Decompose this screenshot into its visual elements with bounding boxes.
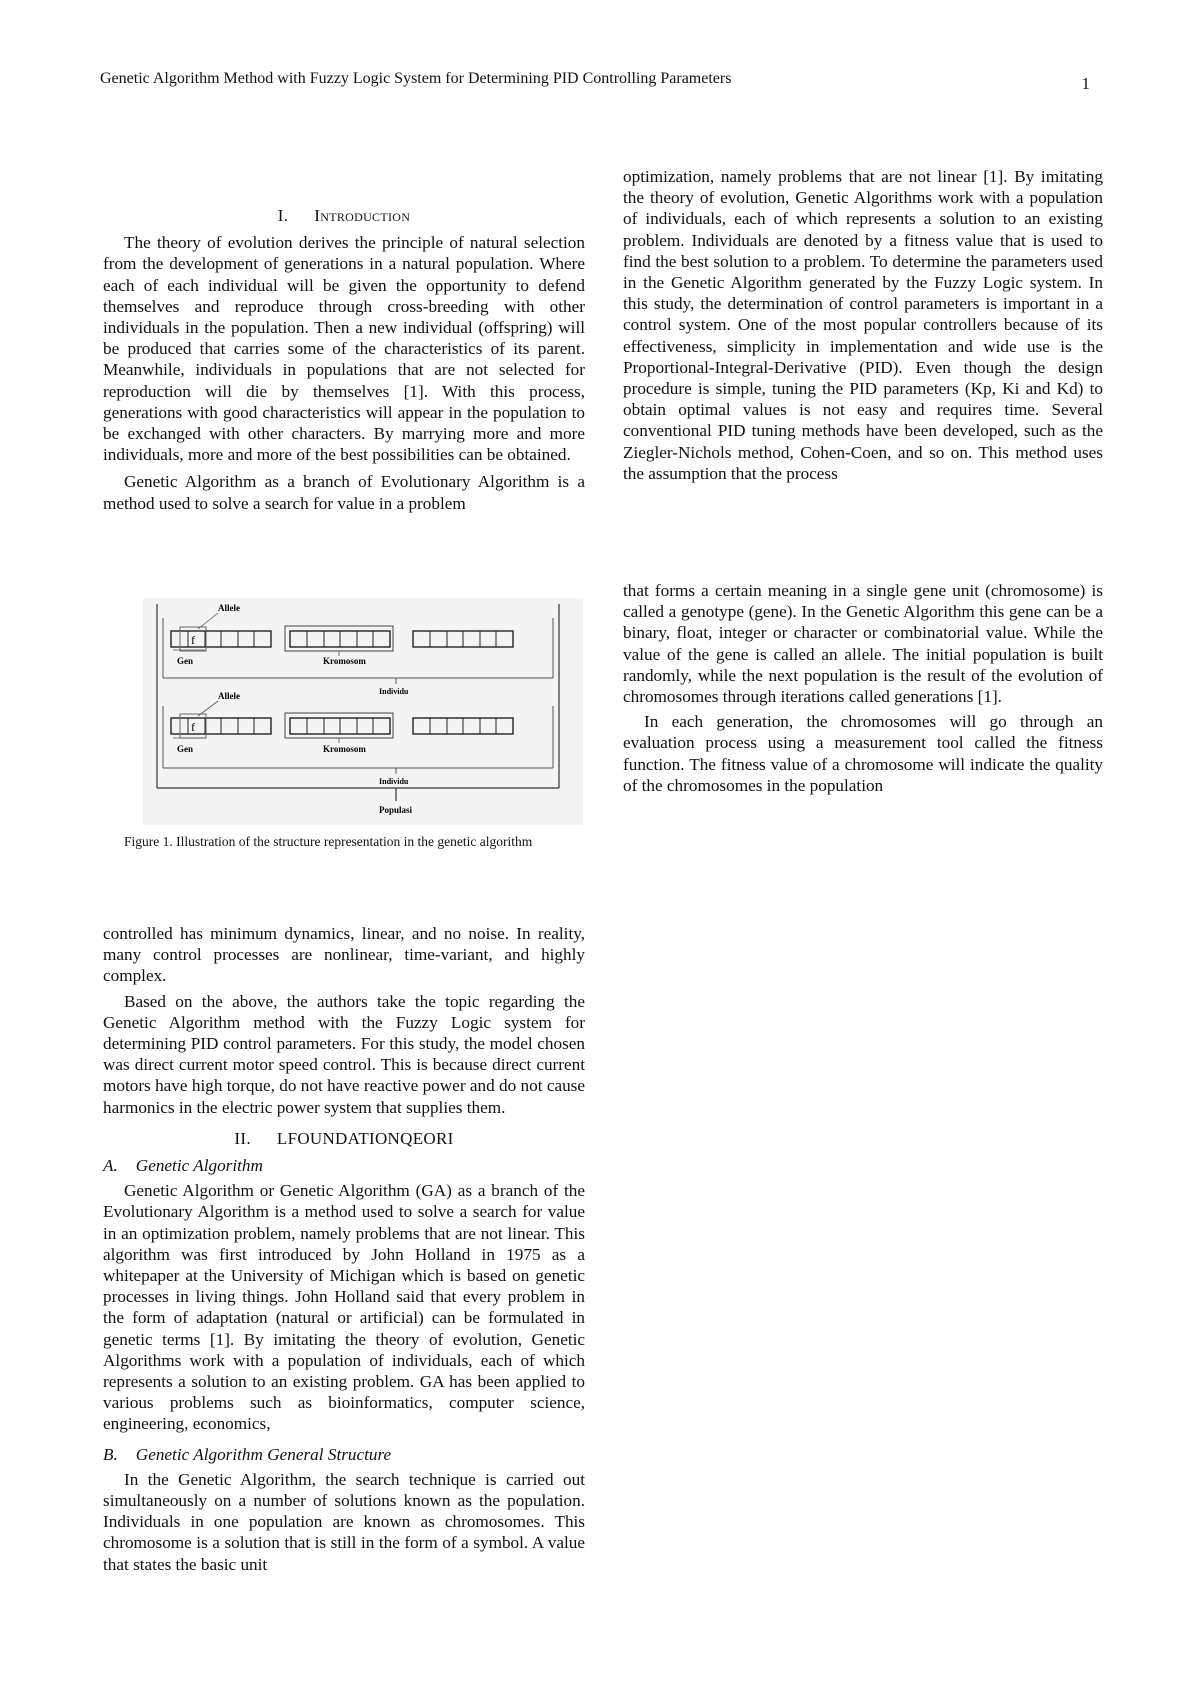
individual-2 xyxy=(163,691,553,786)
individual-1 xyxy=(163,603,553,696)
section-heading-foundation xyxy=(103,1128,585,1149)
section-title: Introduction xyxy=(314,206,411,225)
paragraph: that forms a certain meaning in a single gene unit (chromosome) is called a genotype (gene). In the Genetic Algorithm this gene can be a binary, float, integer or character or combinatorial value. While the value of the gene is called an allele. The initial population is built randomly, while the next population is the result of the evolution of chromosomes through iterations called generations [1]. xyxy=(623,581,1103,707)
chromosome-1 xyxy=(171,714,271,738)
paragraph: optimization, namely problems that are not linear [1]. By imitating the theory of evolution, Genetic Algorithms work with a population of individuals, each of which represents a solution to an existing problem. Individuals are denoted by a fitness value that is used to find the best solution to a problem. To determine the parameters used in the Genetic Algorithm generated by the Fuzzy Logic system. In this study, the determination of control parameters is important in a control system. One of the most popular controllers because of its effectiveness, simplicity in implementation and wide use is the Proportional-Integral-Derivative (PID). Even though the design procedure is simple, tuning the PID parameters (Kp, Ki and Kd) to obtain optimal values is not easy and requires time. Several conventional PID tuning methods have been developed, such as the Ziegler-Nichols method, Cohen-Coen, and so on. This method uses the assumption that the process xyxy=(623,167,1103,483)
subsection-title: Genetic Algorithm xyxy=(135,1156,263,1176)
label-individu: Individu xyxy=(379,687,409,696)
page-number: 1 xyxy=(1081,74,1090,93)
label-gen: Gen xyxy=(177,656,194,666)
chromosome-1 xyxy=(171,627,271,651)
left-column-top xyxy=(103,205,585,514)
allele-value: f xyxy=(191,633,195,647)
paragraph: Genetic Algorithm as a branch of Evolutionary Algorithm is a method used to solve a search for value in a problem xyxy=(103,472,585,513)
label-populasi: Populasi xyxy=(379,805,413,815)
chromosome-3 xyxy=(413,718,513,734)
right-column-bottom xyxy=(623,580,1103,796)
section-title: LFOUNDATIONQEORI xyxy=(276,1128,454,1148)
paragraph: In the Genetic Algorithm, the search technique is carried out simultaneously on a number of solutions known as the population. Individuals in one population are known as chromosomes. This chromosome is a solution that is still in the form of a symbol. A value that states the basic unit xyxy=(103,1469,585,1574)
label-individu: Individu xyxy=(379,777,409,786)
subsection-heading-general-structure xyxy=(103,1444,585,1465)
allele-value: f xyxy=(191,720,195,734)
header-title: Genetic Algorithm Method with Fuzzy Logic System for Determining PID Controlling Parameters xyxy=(100,70,732,87)
label-gen: Gen xyxy=(177,744,194,754)
paragraph: controlled has minimum dynamics, linear, and no noise. In reality, many control processes are nonlinear, time-variant, and highly complex. xyxy=(103,924,585,986)
figure-caption: Figure 1. Illustration of the structure representation in the genetic algorithm xyxy=(124,834,533,849)
section-number: II. xyxy=(234,1128,251,1148)
ga-structure-diagram xyxy=(143,598,583,825)
subsection-label: B. xyxy=(103,1444,118,1464)
subsection-heading-genetic-algorithm xyxy=(103,1155,585,1176)
figure-ga-structure xyxy=(143,598,583,825)
section-number: I. xyxy=(277,206,289,225)
left-column-bottom xyxy=(103,923,585,1575)
running-header xyxy=(100,70,1090,93)
allele-pointer xyxy=(198,701,218,716)
section-heading-introduction xyxy=(103,205,585,226)
paragraph: The theory of evolution derives the principle of natural selection from the development of generations in a natural population. Where each of each individual will be given the opportunity to defend themselves and reproduce through cross-breeding with other individuals in the population. Then a new individual (offspring) will be produced that carries some of the characteristics of its parent. Meanwhile, individuals in populations that are not selected for reproduction will die by themselves [1]. With this process, generations with good characteristics will appear in the population to be exchanged with other characters. By marrying more and more individuals, more and more of the best possibilities can be obtained. xyxy=(103,233,585,465)
paragraph: Genetic Algorithm or Genetic Algorithm (GA) as a branch of the Evolutionary Algorithm is a method used to solve a search for value in an optimization problem, namely problems that are not linear. This algorithm was first introduced by John Holland in 1975 as a whitepaper at the University of Michigan which is based on genetic processes in living things. John Holland said that every problem in the form of adaptation (natural or artificial) can be formulated in genetic terms [1]. By imitating the theory of evolution, Genetic Algorithms work with a population of individuals, each of which represents a solution to an existing problem. GA has been applied to various problems such as bioinformatics, computer science, engineering, economics, xyxy=(103,1181,585,1434)
label-kromosom: Kromosom xyxy=(323,656,366,666)
chromosome-2 xyxy=(285,626,393,651)
right-column-top xyxy=(623,166,1103,484)
chromosome-2 xyxy=(285,713,393,738)
subsection-label: A. xyxy=(103,1156,118,1176)
label-kromosom: Kromosom xyxy=(323,744,366,754)
paragraph: Based on the above, the authors take the topic regarding the Genetic Algorithm method with the Fuzzy Logic system for determining PID control parameters. For this study, the model chosen was direct current motor speed control. This is because direct current motors have high torque, do not have reactive power and do not cause harmonics in the electric power system that supplies them. xyxy=(103,991,585,1117)
paragraph: In each generation, the chromosomes will go through an evaluation process using a measurement tool called the fitness function. The fitness value of a chromosome will indicate the quality of the chromosomes in the population xyxy=(623,712,1103,795)
chromosome-3 xyxy=(413,631,513,647)
allele-pointer xyxy=(198,613,218,629)
label-allele: Allele xyxy=(218,691,240,701)
label-allele: Allele xyxy=(218,603,240,613)
subsection-title: Genetic Algorithm General Structure xyxy=(135,1444,392,1464)
